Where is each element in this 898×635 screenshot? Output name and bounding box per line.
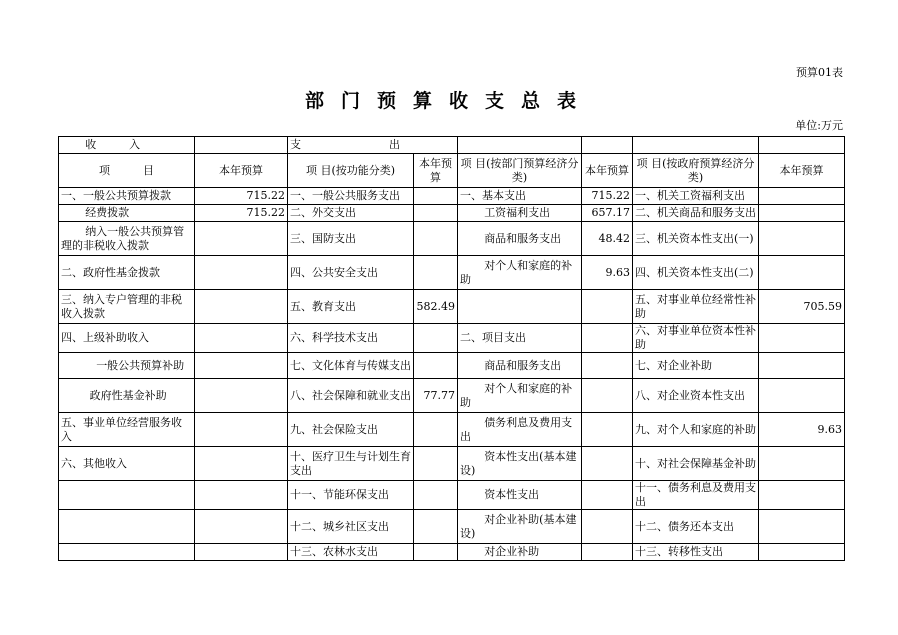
col-gov-item: 项 目(按政府预算经济分类) bbox=[633, 154, 759, 188]
table-row bbox=[59, 510, 845, 544]
table-row bbox=[59, 222, 845, 256]
gov-item-cell: 一、机关工资福利支出 bbox=[633, 188, 759, 205]
gov-item-cell: 三、机关资本性支出(一) bbox=[633, 222, 759, 256]
dept-item-cell: 对企业补助(基本建设) bbox=[458, 510, 582, 544]
col-gov-amount: 本年预算 bbox=[759, 154, 845, 188]
table-row bbox=[59, 256, 845, 290]
dept-amount-cell bbox=[582, 481, 633, 510]
income-item-cell: 四、上级补助收入 bbox=[59, 324, 195, 353]
dept-amount-cell bbox=[582, 324, 633, 353]
gov-item-cell: 十一、债务利息及费用支出 bbox=[633, 481, 759, 510]
table-row bbox=[59, 481, 845, 510]
col-dept-amount: 本年预算 bbox=[582, 154, 633, 188]
gov-amount-cell bbox=[759, 205, 845, 222]
table-row bbox=[59, 413, 845, 447]
dept-item-cell: 债务利息及费用支出 bbox=[458, 413, 582, 447]
income-amount-cell bbox=[195, 324, 288, 353]
dept-item-cell bbox=[458, 290, 582, 324]
func-amount-cell bbox=[414, 510, 458, 544]
func-amount-cell bbox=[414, 188, 458, 205]
func-item-cell: 十、医疗卫生与计划生育支出 bbox=[288, 447, 414, 481]
income-amount-cell bbox=[195, 353, 288, 379]
dept-item-cell: 资本性支出 bbox=[458, 481, 582, 510]
dept-amount-cell bbox=[582, 379, 633, 413]
gov-amount-cell bbox=[759, 188, 845, 205]
income-amount-cell bbox=[195, 481, 288, 510]
income-amount-cell bbox=[195, 544, 288, 561]
gov-amount-cell bbox=[759, 256, 845, 290]
dept-item-cell: 二、项目支出 bbox=[458, 324, 582, 353]
gov-item-cell: 五、对事业单位经常性补助 bbox=[633, 290, 759, 324]
dept-amount-cell: 9.63 bbox=[582, 256, 633, 290]
income-item-cell: 六、其他收入 bbox=[59, 447, 195, 481]
income-item-cell: 经费拨款 bbox=[59, 205, 195, 222]
income-item-cell bbox=[59, 481, 195, 510]
dept-item-cell: 对个人和家庭的补助 bbox=[458, 379, 582, 413]
func-item-cell: 四、公共安全支出 bbox=[288, 256, 414, 290]
col-income-item: 项 目 bbox=[59, 154, 195, 188]
gov-amount-cell: 705.59 bbox=[759, 290, 845, 324]
func-item-cell: 一、一般公共服务支出 bbox=[288, 188, 414, 205]
income-amount-cell bbox=[195, 290, 288, 324]
income-item-cell: 二、政府性基金拨款 bbox=[59, 256, 195, 290]
gov-item-cell: 二、机关商品和服务支出 bbox=[633, 205, 759, 222]
income-amount-cell bbox=[195, 379, 288, 413]
dept-amount-cell: 715.22 bbox=[582, 188, 633, 205]
dept-item-cell: 对个人和家庭的补助 bbox=[458, 256, 582, 290]
dept-item-cell: 商品和服务支出 bbox=[458, 222, 582, 256]
gov-amount-cell bbox=[759, 353, 845, 379]
income-item-cell: 一、一般公共预算拨款 bbox=[59, 188, 195, 205]
income-item-cell bbox=[59, 544, 195, 561]
col-func-item: 项 目(按功能分类) bbox=[288, 154, 414, 188]
income-amount-cell bbox=[195, 256, 288, 290]
income-item-cell: 政府性基金补助 bbox=[59, 379, 195, 413]
func-amount-cell: 77.77 bbox=[414, 379, 458, 413]
gov-amount-cell bbox=[759, 544, 845, 561]
func-amount-cell bbox=[414, 413, 458, 447]
col-dept-item: 项 目(按部门预算经济分类) bbox=[458, 154, 582, 188]
func-item-cell: 九、社会保险支出 bbox=[288, 413, 414, 447]
gov-item-cell: 六、对事业单位资本性补助 bbox=[633, 324, 759, 353]
dept-item-cell: 商品和服务支出 bbox=[458, 353, 582, 379]
unit-label: 单位:万元 bbox=[795, 119, 843, 132]
gov-amount-cell bbox=[759, 379, 845, 413]
func-amount-cell bbox=[414, 447, 458, 481]
table-row bbox=[59, 544, 845, 561]
func-item-cell: 七、文化体育与传媒支出 bbox=[288, 353, 414, 379]
func-amount-cell bbox=[414, 353, 458, 379]
table-row bbox=[59, 324, 845, 353]
dept-item-cell: 资本性支出(基本建设) bbox=[458, 447, 582, 481]
page-title: 部门预算收支总表 bbox=[304, 90, 593, 112]
income-group-header: 收 入 bbox=[59, 137, 195, 154]
income-amount-cell bbox=[195, 222, 288, 256]
gov-amount-cell bbox=[759, 324, 845, 353]
gov-item-cell: 十三、转移性支出 bbox=[633, 544, 759, 561]
dept-amount-cell bbox=[582, 413, 633, 447]
form-code: 预算01表 bbox=[796, 66, 843, 79]
func-amount-cell: 582.49 bbox=[414, 290, 458, 324]
income-amount-cell bbox=[195, 447, 288, 481]
func-amount-cell bbox=[414, 544, 458, 561]
income-amount-cell bbox=[195, 510, 288, 544]
func-item-cell: 十三、农林水支出 bbox=[288, 544, 414, 561]
group-header-row bbox=[59, 137, 845, 154]
dept-amount-cell bbox=[582, 447, 633, 481]
gov-item-cell: 七、对企业补助 bbox=[633, 353, 759, 379]
budget-table bbox=[58, 136, 845, 561]
gov-item-cell: 九、对个人和家庭的补助 bbox=[633, 413, 759, 447]
dept-item-cell: 工资福利支出 bbox=[458, 205, 582, 222]
func-item-cell: 二、外交支出 bbox=[288, 205, 414, 222]
table-row bbox=[59, 379, 845, 413]
func-item-cell: 十二、城乡社区支出 bbox=[288, 510, 414, 544]
income-item-cell: 纳入一般公共预算管理的非税收入拨款 bbox=[59, 222, 195, 256]
income-amount-cell bbox=[195, 413, 288, 447]
gov-amount-cell bbox=[759, 481, 845, 510]
dept-amount-cell bbox=[582, 510, 633, 544]
gov-item-cell: 八、对企业资本性支出 bbox=[633, 379, 759, 413]
func-amount-cell bbox=[414, 324, 458, 353]
dept-amount-cell bbox=[582, 290, 633, 324]
income-item-cell: 一般公共预算补助 bbox=[59, 353, 195, 379]
gov-item-cell: 四、机关资本性支出(二) bbox=[633, 256, 759, 290]
func-amount-cell bbox=[414, 222, 458, 256]
dept-amount-cell bbox=[582, 353, 633, 379]
table-row bbox=[59, 290, 845, 324]
table-row bbox=[59, 353, 845, 379]
income-item-cell: 五、事业单位经营服务收入 bbox=[59, 413, 195, 447]
gov-item-cell: 十、对社会保障基金补助 bbox=[633, 447, 759, 481]
expense-group-header: 支 出 bbox=[288, 137, 458, 154]
table-row bbox=[59, 447, 845, 481]
gov-amount-cell bbox=[759, 510, 845, 544]
func-item-cell: 六、科学技术支出 bbox=[288, 324, 414, 353]
dept-amount-cell: 657.17 bbox=[582, 205, 633, 222]
col-func-amount: 本年预算 bbox=[414, 154, 458, 188]
dept-item-cell: 一、基本支出 bbox=[458, 188, 582, 205]
func-item-cell: 三、国防支出 bbox=[288, 222, 414, 256]
gov-item-cell: 十二、债务还本支出 bbox=[633, 510, 759, 544]
func-item-cell: 十一、节能环保支出 bbox=[288, 481, 414, 510]
income-amount-cell: 715.22 bbox=[195, 205, 288, 222]
column-header-row bbox=[59, 154, 845, 188]
table-row bbox=[59, 205, 845, 222]
dept-item-cell: 对企业补助 bbox=[458, 544, 582, 561]
func-item-cell: 五、教育支出 bbox=[288, 290, 414, 324]
col-income-amount: 本年预算 bbox=[195, 154, 288, 188]
func-amount-cell bbox=[414, 256, 458, 290]
table-row bbox=[59, 188, 845, 205]
gov-amount-cell bbox=[759, 222, 845, 256]
dept-amount-cell: 48.42 bbox=[582, 222, 633, 256]
income-item-cell: 三、纳入专户管理的非税收入拨款 bbox=[59, 290, 195, 324]
dept-amount-cell bbox=[582, 544, 633, 561]
income-amount-cell: 715.22 bbox=[195, 188, 288, 205]
func-amount-cell bbox=[414, 481, 458, 510]
func-amount-cell bbox=[414, 205, 458, 222]
gov-amount-cell: 9.63 bbox=[759, 413, 845, 447]
income-item-cell bbox=[59, 510, 195, 544]
gov-amount-cell bbox=[759, 447, 845, 481]
func-item-cell: 八、社会保障和就业支出 bbox=[288, 379, 414, 413]
